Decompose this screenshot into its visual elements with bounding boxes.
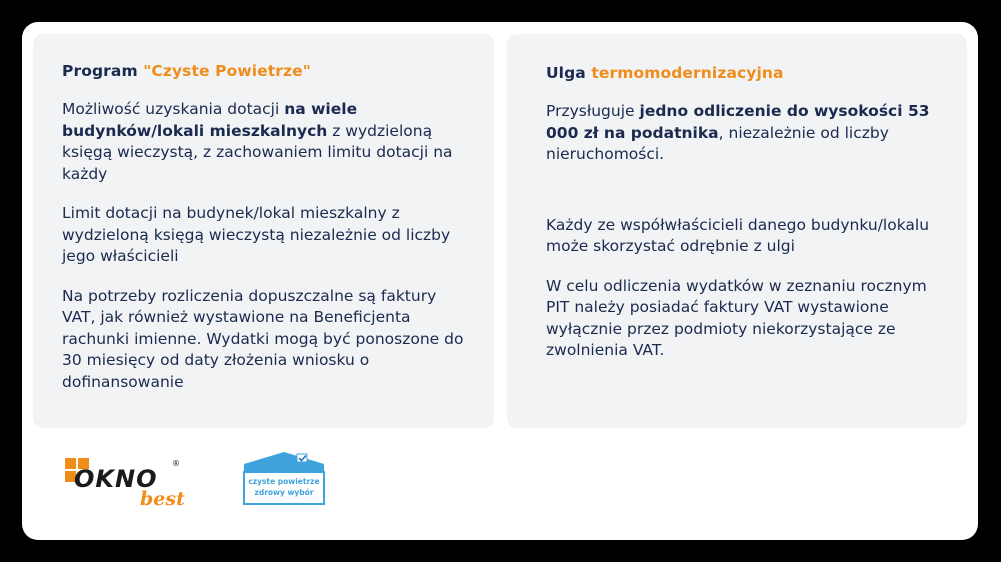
content-card — [22, 22, 978, 540]
panel-heading — [546, 64, 939, 82]
registered-mark: ® — [172, 459, 180, 468]
okno-wordmark: OKNO — [74, 465, 158, 493]
logo-row — [62, 450, 362, 510]
paragraph-2: Limit dotacji na budynek/lokal mieszkalny z wydzieloną księgą wieczystą niezależnie od liczby jego właścicieli — [62, 204, 451, 265]
paragraph-text: Przysługuje — [546, 102, 640, 120]
paragraph-3: W celu odliczenia wydatków w zeznaniu rocznym PIT należy posiadać faktury VAT wystawione wyłącznie przez podmioty niekorzystające ze zwolnienia VAT. — [546, 276, 927, 359]
paragraph-3: Na potrzeby rozliczenia dopuszczalne są faktury VAT, jak również wystawione na Beneficjenta rachunki imienne. Wydatki mogą być ponoszone do 30 miesięcy od daty złożenia wniosku o dofinansowanie — [62, 286, 464, 391]
heading-prefix: Program — [62, 62, 144, 80]
heading-prefix: Ulga — [546, 64, 592, 82]
czyste-powietrze-panel — [33, 34, 494, 428]
paragraph-1 — [546, 101, 939, 166]
ulga-termomodernizacyjna-panel — [507, 34, 967, 428]
panel-heading — [62, 62, 466, 80]
cp-line-1: czyste powietrze — [248, 477, 320, 486]
heading-accent: termomodernizacyjna — [591, 64, 784, 82]
paragraph-2: Każdy ze współwłaścicieli danego budynku/lokalu może skorzystać odrębnie z ulgi — [546, 215, 930, 255]
cp-line-2: zdrowy wybór — [254, 488, 314, 497]
okno-best-logo — [62, 456, 192, 508]
paragraph-text: , niezależnie od liczby nieruchomości. — [546, 123, 889, 163]
paragraph-text: z wydzieloną księgą wieczystą, z zachowaniem limitu dotacji na każdy — [62, 121, 453, 183]
paragraph-1 — [62, 99, 466, 185]
czyste-powietrze-logo — [242, 450, 326, 506]
paragraph-bold: jedno odliczenie do wysokości 53 000 zł na podatnika — [546, 102, 930, 142]
heading-accent: "Czyste Powietrze" — [143, 62, 311, 80]
paragraph-text: Możliwość uzyskania dotacji — [62, 100, 285, 118]
paragraph-bold: na wiele budynków/lokali mieszkalnych — [62, 100, 358, 140]
okno-best-script: best — [140, 488, 185, 508]
